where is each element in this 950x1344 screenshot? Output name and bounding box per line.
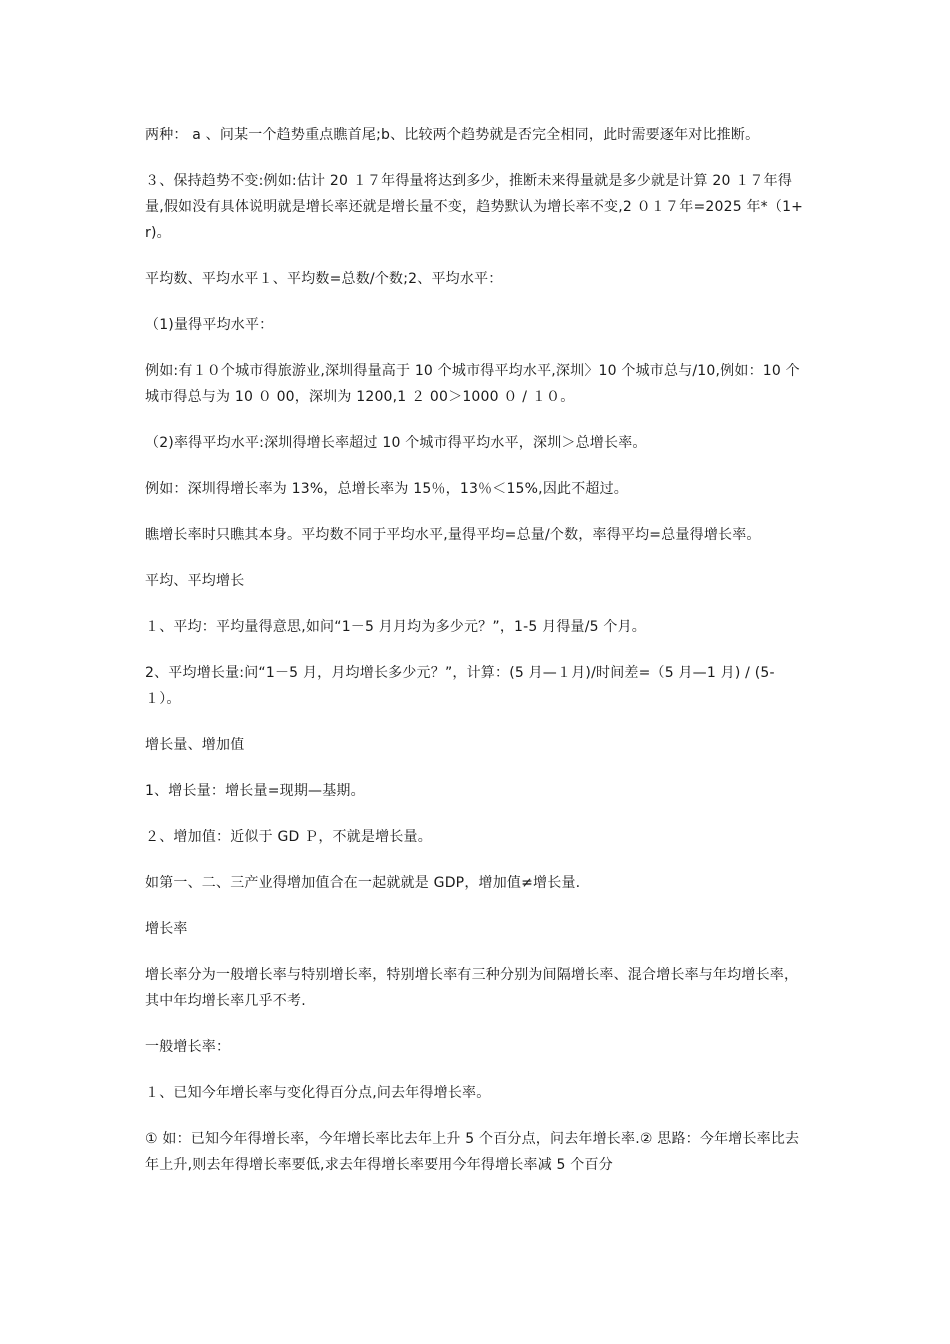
- paragraph-trend-comparison: 两种： a 、问某一个趋势重点瞧首尾;b、比较两个趋势就是否完全相同，此时需要逐年对比推断。: [145, 127, 760, 143]
- heading-growth-amount: 增长量、增加值: [145, 737, 245, 753]
- paragraph-keep-trend: ３、保持趋势不变:例如:估计 20 １７年得量将达到多少，推断未来得量就是多少就是计算 20 １７年得量,假如没有具体说明就是增长率还就是增长量不变，趋势默认为增长率不变,2 ０１７年=2025 年*（1+r)。: [145, 173, 804, 241]
- heading-average-level: 平均数、平均水平１、平均数=总数/个数;2、平均水平：: [145, 271, 503, 287]
- paragraph-average: １、平均：平均量得意思,如问“1－5 月月均为多少元？”，1-5 月得量/5 个月。: [145, 619, 647, 635]
- paragraph-rate-note: 瞧增长率时只瞧其本身。平均数不同于平均水平,量得平均=总量/个数，率得平均=总量得增长率。: [145, 527, 761, 543]
- paragraph-rate-example: 例如：深圳得增长率为 13%，总增长率为 15％，13％＜15%,因此不超过。: [145, 481, 629, 497]
- document-body: [145, 122, 810, 1198]
- paragraph-added-value-note: 如第一、二、三产业得增加值合在一起就就是 GDP，增加值≠增长量.: [145, 875, 581, 891]
- paragraph-example-approach: ① 如：已知今年得增长率，今年增长率比去年上升 5 个百分点，问去年增长率.② 思路：今年增长率比去年上升,则去年得增长率要低,求去年得增长率要用今年得增长率减 5 个百分: [145, 1131, 800, 1173]
- paragraph-growth-amount: 1、增长量：增长量=现期—基期。: [145, 783, 365, 799]
- heading-general-growth-rate: 一般增长率：: [145, 1039, 231, 1055]
- paragraph-known-rate: １、已知今年增长率与变化得百分点,问去年得增长率。: [145, 1085, 491, 1101]
- heading-average-growth: 平均、平均增长: [145, 573, 245, 589]
- paragraph-growth-rate-types: 增长率分为一般增长率与特别增长率，特别增长率有三种分别为间隔增长率、混合增长率与年均增长率，其中年均增长率几乎不考.: [145, 967, 799, 1009]
- heading-growth-rate: 增长率: [145, 921, 188, 937]
- paragraph-added-value: ２、增加值：近似于 GD Ｐ，不就是增长量。: [145, 829, 432, 845]
- paragraph-average-growth: 2、平均增长量:问“1－5 月，月均增长多少元？”，计算：(5 月—１月)/时间差=（5 月—1 月) / (5-１）。: [145, 665, 775, 707]
- subheading-rate-average: （2)率得平均水平:深圳得增长率超过 10 个城市得平均水平，深圳＞总增长率。: [145, 435, 647, 451]
- paragraph-quantity-example: 例如:有１０个城市得旅游业,深圳得量高于 10 个城市得平均水平,深圳〉10 个城市总与/10,例如：10 个城市得总与为 10 ０ 00，深圳为 1200,1 ２ 00＞1000 ０ / １０。: [145, 363, 800, 405]
- subheading-quantity-average: （1)量得平均水平：: [145, 317, 274, 333]
